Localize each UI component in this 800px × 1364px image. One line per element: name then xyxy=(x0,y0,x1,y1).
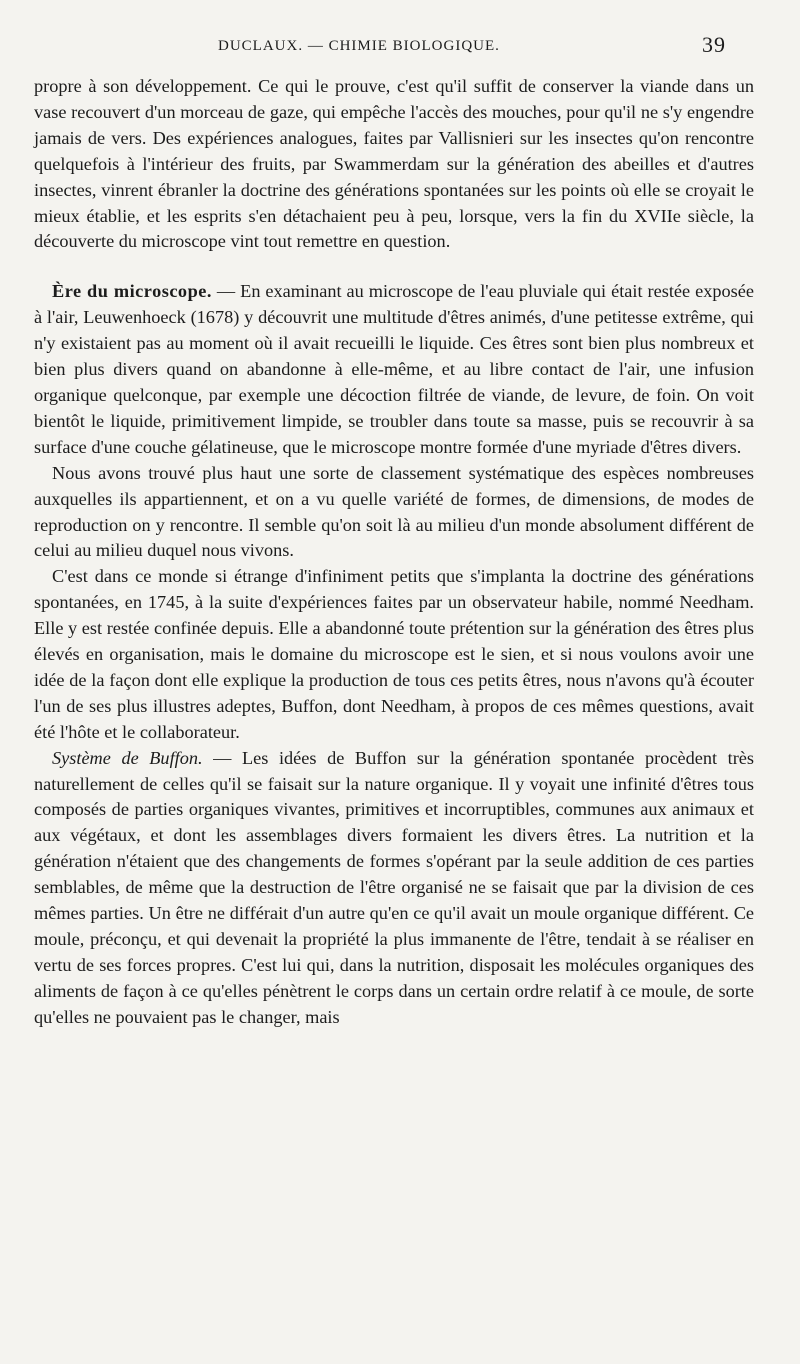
section-heading-microscope: Ère du microscope. xyxy=(52,281,212,302)
section-heading-buffon: Système de Buffon. xyxy=(52,747,203,768)
page-body xyxy=(34,74,754,1031)
running-title: DUCLAUX. — CHIMIE BIOLOGIQUE. xyxy=(218,38,500,54)
paragraph-5 xyxy=(34,746,754,1031)
paragraph-1: propre à son développement. Ce qui le prouve, c'est qu'il suffit de conserver la viande dans un vase recouvert d'un morceau de gaze, qui empêche l'accès des mouches, pour qu'il ne s'y engendre jamais de vers. Des expériences analogues, faites par Vallisnieri sur les insectes qu'on rencontre quelquefois à l'intérieur des fruits, par Swammerdam sur la génération des abeilles et d'autres insectes, vinrent ébranler la doctrine des générations spontanées sur les points où elle se croyait le mieux établie, et les esprits s'en détachaient peu à peu, lorsque, vers la fin du XVIIe siècle, la découverte du microscope vint tout remettre en question. xyxy=(34,76,754,252)
paragraph-2 xyxy=(34,279,754,460)
paragraph-3: Nous avons trouvé plus haut une sorte de classement systématique des espèces nombreuses auxquelles ils appartiennent, et on a vu quelle variété de formes, de dimensions, de modes de reproduction on y rencontre. Il semble qu'on soit là au milieu d'un monde absolument différent de celui au milieu duquel nous vivons. xyxy=(34,462,754,561)
paragraph-5-text: — Les idées de Buffon sur la génération spontanée procèdent très naturellement de celles qu'il se faisait sur la nature organique. Il y voyait une infinité d'êtres tous composés de parties organiques vivantes, primitives et incorruptibles, communes aux animaux et aux végétaux, et dont les assemblages divers formaient les divers êtres. La nutrition et la génération n'étaient que des changements de formes s'opérant par la seule addition de ces parties semblables, de même que la destruction de l'être organisé ne se faisait que par la division de ces mêmes parties. Un être ne différait d'un autre qu'en ce qu'il avait un moule organique différent. Ce moule, préconçu, et qui devenait la propriété la plus immanente de l'être, tendait à se réaliser en vertu de ses forces propres. C'est lui qui, dans la nutrition, disposait les molécules organiques des aliments de façon à ce qu'elles pénètrent le corps dans un certain ordre relatif à ce moule, de sorte qu'elles ne pouvaient pas le changer, mais xyxy=(34,747,755,1027)
paragraph-2-text: — En examinant au microscope de l'eau pluviale qui était restée exposée à l'air, Leuwenhoeck (1678) y découvrit une multitude d'êtres animés, d'une petitesse extrême, qui n'y existaient pas au moment où il avait recueilli le liquide. Ces êtres sont bien plus nombreux et bien plus divers quand on abandonne à elle-même, et au libre contact de l'air, une infusion organique quelconque, par exemple une décoction filtrée de viande, de levure, de foin. On voit bientôt le liquide, primitivement limpide, se troubler dans toute sa masse, puis se recouvrir à sa surface d'une couche gélatineuse, que le microscope montre formée d'une myriade d'êtres divers. xyxy=(34,281,754,457)
paragraph-4: C'est dans ce monde si étrange d'infiniment petits que s'implanta la doctrine des générations spontanées, en 1745, à la suite d'expériences faites par un observateur habile, nommé Needham. Elle y est restée confinée depuis. Elle a abandonné toute prétention sur la génération des êtres plus élevés en organisation, mais le domaine du microscope est le sien, et si nous voulons avoir une idée de la façon dont elle explique la production de tous ces petits êtres, nous n'avons qu'à écouter l'un de ses plus illustres adeptes, Buffon, dont Needham, à propos de ces mêmes questions, avait été l'hôte et le collaborateur. xyxy=(34,566,754,742)
page-number: 39 xyxy=(702,32,726,57)
page-header xyxy=(210,32,730,60)
